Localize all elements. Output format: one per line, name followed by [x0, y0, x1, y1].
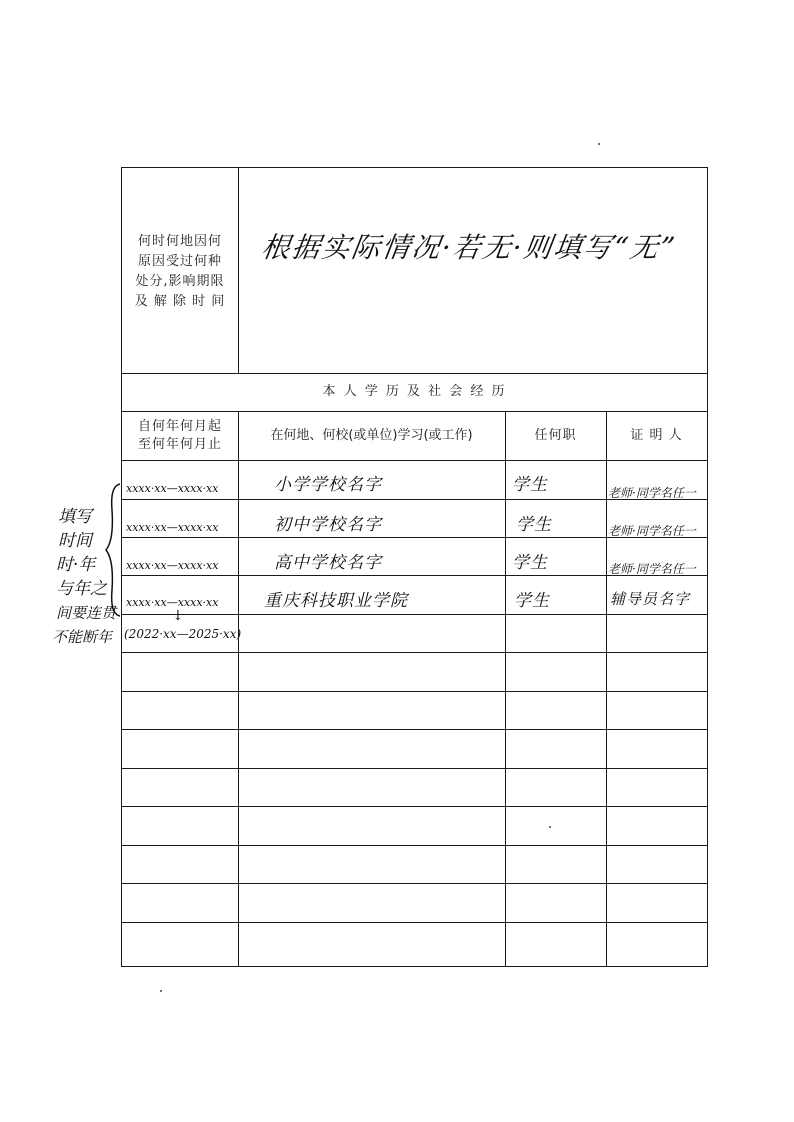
divider [505, 411, 506, 966]
section-title: 本 人 学 历 及 社 会 经 历 [322, 384, 507, 399]
scan-speck [160, 990, 162, 992]
divider [122, 922, 707, 923]
row-place: 小学学校名字 [274, 475, 382, 495]
header-period [122, 418, 238, 454]
divider [122, 691, 707, 692]
row-witness: 辅导员名字 [610, 590, 691, 608]
row-place: 重庆科技职业学院 [264, 591, 408, 611]
period-example: (2022·xx—2025·xx) [124, 627, 242, 641]
punishment-handwritten: 根据实际情况·若无·则填写“无” [259, 231, 679, 264]
divider [606, 411, 607, 966]
row-position: 学生 [512, 475, 548, 495]
row-period: xxxx·xx—xxxx·xx [126, 521, 219, 534]
divider [122, 768, 707, 769]
divider [122, 652, 707, 653]
punishment-label-line: 处分,影响期限 [135, 274, 225, 289]
header-position: 任何职 [534, 428, 577, 443]
resume-form [121, 167, 708, 967]
divider [122, 845, 707, 846]
row-witness: 老师·同学名任一 [608, 562, 696, 576]
row-position: 学生 [512, 553, 548, 573]
punishment-label-line: 原因受过何种 [137, 254, 222, 269]
header-witness: 证 明 人 [630, 428, 683, 443]
divider [238, 168, 239, 373]
row-witness: 老师·同学名任一 [608, 524, 696, 538]
margin-note-line: 不能断年 [52, 628, 113, 646]
divider [122, 883, 707, 884]
divider [122, 729, 707, 730]
margin-note-line: 时·年 [56, 555, 96, 575]
arrow-down-icon: ↓ [172, 608, 184, 624]
punishment-label-line: 何时何地因何 [137, 234, 222, 249]
scan-speck [598, 143, 600, 145]
punishment-label [126, 232, 234, 312]
divider [122, 411, 707, 412]
row-period: xxxx·xx—xxxx·xx [126, 482, 219, 495]
row-position: 学生 [514, 591, 550, 611]
divider [122, 806, 707, 807]
row-place: 初中学校名字 [274, 515, 382, 535]
row-period: xxxx·xx—xxxx·xx [126, 559, 219, 572]
row-witness: 老师·同学名任一 [608, 486, 696, 500]
header-place: 在何地、何校(或单位)学习(或工作) [270, 428, 473, 443]
margin-note-line: 间要连贯 [56, 604, 117, 622]
row-place: 高中学校名字 [274, 553, 382, 573]
row-position: 学生 [516, 515, 552, 535]
margin-note-line: 与年之 [56, 579, 107, 599]
margin-note-line: 填写 [58, 507, 92, 527]
scan-speck [549, 826, 551, 828]
divider [122, 460, 707, 461]
divider [122, 614, 707, 615]
divider [238, 411, 239, 966]
header-period-line: 自何年何月起 [137, 419, 222, 434]
header-period-line: 至何年何月止 [137, 437, 222, 452]
bracket-icon [104, 480, 124, 620]
punishment-label-line: 及 解 除 时 间 [134, 294, 226, 309]
divider [122, 373, 707, 374]
row-period: xxxx·xx—xxxx·xx [126, 596, 219, 609]
margin-note-line: 时间 [58, 531, 92, 551]
